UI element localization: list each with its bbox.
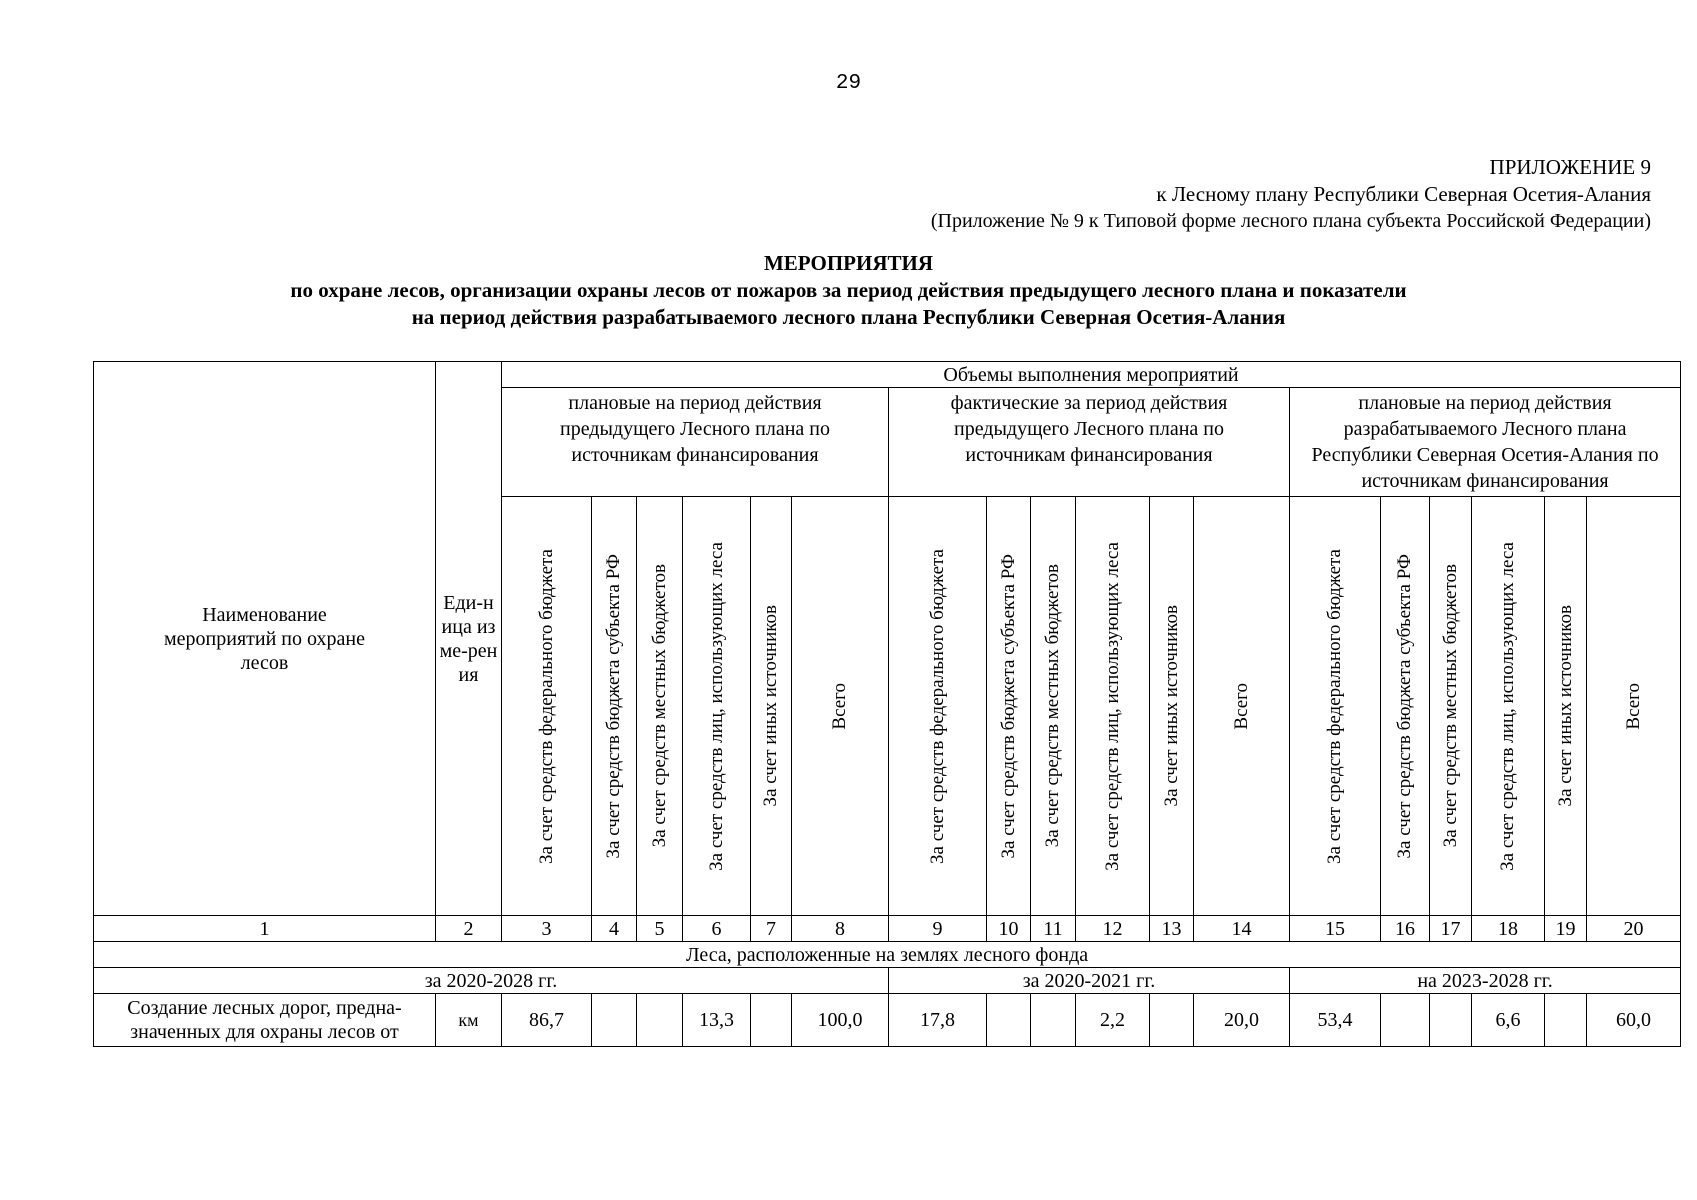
table-row	[94, 994, 1681, 1047]
value-cell	[1430, 994, 1472, 1047]
header-source-local: За счет средств местных бюджетов	[1430, 497, 1472, 916]
header-source-other: За счет иных источников	[751, 497, 792, 916]
title-heading: МЕРОПРИЯТИЯ	[763, 251, 934, 275]
header-group-actual-previous: фактические за период действия предыдущего Лесного плана по источникам финансирования	[889, 388, 1290, 497]
header-source-total: Всего	[792, 497, 889, 916]
value-cell	[1150, 994, 1194, 1047]
header-source-total: Всего	[1194, 497, 1290, 916]
header-source-other: За счет иных источников	[1150, 497, 1194, 916]
period-planned-previous: за 2020-2028 гг.	[94, 968, 889, 994]
header-source-federal: За счет средств федерального бюджета	[1290, 497, 1381, 916]
value-cell: 2,2	[1076, 994, 1150, 1047]
value-cell: 17,8	[889, 994, 987, 1047]
column-numbers-row	[94, 916, 1681, 942]
column-number: 16	[1381, 916, 1430, 942]
column-number: 3	[502, 916, 592, 942]
value-cell	[751, 994, 792, 1047]
header-source-local: За счет средств местных бюджетов	[1031, 497, 1076, 916]
column-number: 15	[1290, 916, 1381, 942]
header-source-federal: За счет средств федерального бюджета	[889, 497, 987, 916]
appendix-plan-reference: к Лесному плану Республики Северная Осетия-Алания	[1156, 182, 1651, 206]
value-cell: 60,0	[1587, 994, 1681, 1047]
value-cell: 6,6	[1472, 994, 1545, 1047]
column-number: 10	[987, 916, 1031, 942]
header-source-federal: За счет средств федерального бюджета	[502, 497, 592, 916]
header-group-planned-previous: плановые на период действия предыдущего Лесного плана по источникам финансирования	[502, 388, 889, 497]
period-actual-previous: за 2020-2021 гг.	[889, 968, 1290, 994]
value-cell	[592, 994, 637, 1047]
value-cell: 100,0	[792, 994, 889, 1047]
value-cell	[1031, 994, 1076, 1047]
column-number: 14	[1194, 916, 1290, 942]
value-cell	[1381, 994, 1430, 1047]
header-activity-name-text: Наименование мероприятий по охране лесов	[164, 603, 365, 674]
header-source-local: За счет средств местных бюджетов	[637, 497, 683, 916]
column-number: 5	[637, 916, 683, 942]
section-label: Леса, расположенные на землях лесного фонда	[94, 942, 1681, 968]
column-number: 1	[94, 916, 436, 942]
value-cell: 53,4	[1290, 994, 1381, 1047]
value-cell	[987, 994, 1031, 1047]
activities-table	[93, 361, 1681, 1047]
column-number: 13	[1150, 916, 1194, 942]
page-number: 29	[835, 72, 862, 95]
header-unit	[436, 362, 502, 916]
header-source-total: Всего	[1587, 497, 1681, 916]
header-activity-name	[94, 362, 436, 916]
column-number: 19	[1545, 916, 1587, 942]
column-number: 7	[751, 916, 792, 942]
appendix-number: ПРИЛОЖЕНИЕ 9	[1489, 155, 1651, 179]
activity-name: Создание лесных дорог, предна-значенных для охраны лесов от	[94, 994, 436, 1047]
header-source-forest-users: За счет средств лиц, использующих леса	[1472, 497, 1545, 916]
value-cell: 13,3	[683, 994, 751, 1047]
column-number: 2	[436, 916, 502, 942]
column-number: 12	[1076, 916, 1150, 942]
header-unit-text: Еди-ница изме-рения	[439, 591, 498, 686]
column-number: 9	[889, 916, 987, 942]
header-source-forest-users: За счет средств лиц, использующих леса	[1076, 497, 1150, 916]
column-number: 20	[1587, 916, 1681, 942]
column-number: 18	[1472, 916, 1545, 942]
column-number: 11	[1031, 916, 1076, 942]
header-source-subject: За счет средств бюджета субъекта РФ	[1381, 497, 1430, 916]
header-source-other: За счет иных источников	[1545, 497, 1587, 916]
title-line-2: по охране лесов, организации охраны лесов от пожаров за период действия предыдущего лесного плана и показатели	[290, 278, 1407, 302]
value-cell: 20,0	[1194, 994, 1290, 1047]
header-source-subject: За счет средств бюджета субъекта РФ	[592, 497, 637, 916]
activity-unit: км	[436, 994, 502, 1047]
title-line-3: на период действия разрабатываемого лесного плана Республики Северная Осетия-Алания	[411, 305, 1286, 329]
header-source-forest-users: За счет средств лиц, использующих леса	[683, 497, 751, 916]
column-number: 6	[683, 916, 751, 942]
header-volumes: Объемы выполнения мероприятий	[502, 362, 1681, 388]
document-title	[0, 250, 1697, 331]
appendix-form-reference: (Приложение № 9 к Типовой форме лесного плана субъекта Российской Федерации)	[930, 210, 1651, 232]
value-cell: 86,7	[502, 994, 592, 1047]
header-group-planned-new: плановые на период действия разрабатываемого Лесного плана Республики Северная Осетия-Алания по источникам финансирования	[1290, 388, 1681, 497]
appendix-reference	[451, 154, 1651, 235]
header-source-subject: За счет средств бюджета субъекта РФ	[987, 497, 1031, 916]
column-number: 4	[592, 916, 637, 942]
value-cell	[637, 994, 683, 1047]
period-planned-new: на 2023-2028 гг.	[1290, 968, 1681, 994]
column-number: 8	[792, 916, 889, 942]
column-number: 17	[1430, 916, 1472, 942]
value-cell	[1545, 994, 1587, 1047]
